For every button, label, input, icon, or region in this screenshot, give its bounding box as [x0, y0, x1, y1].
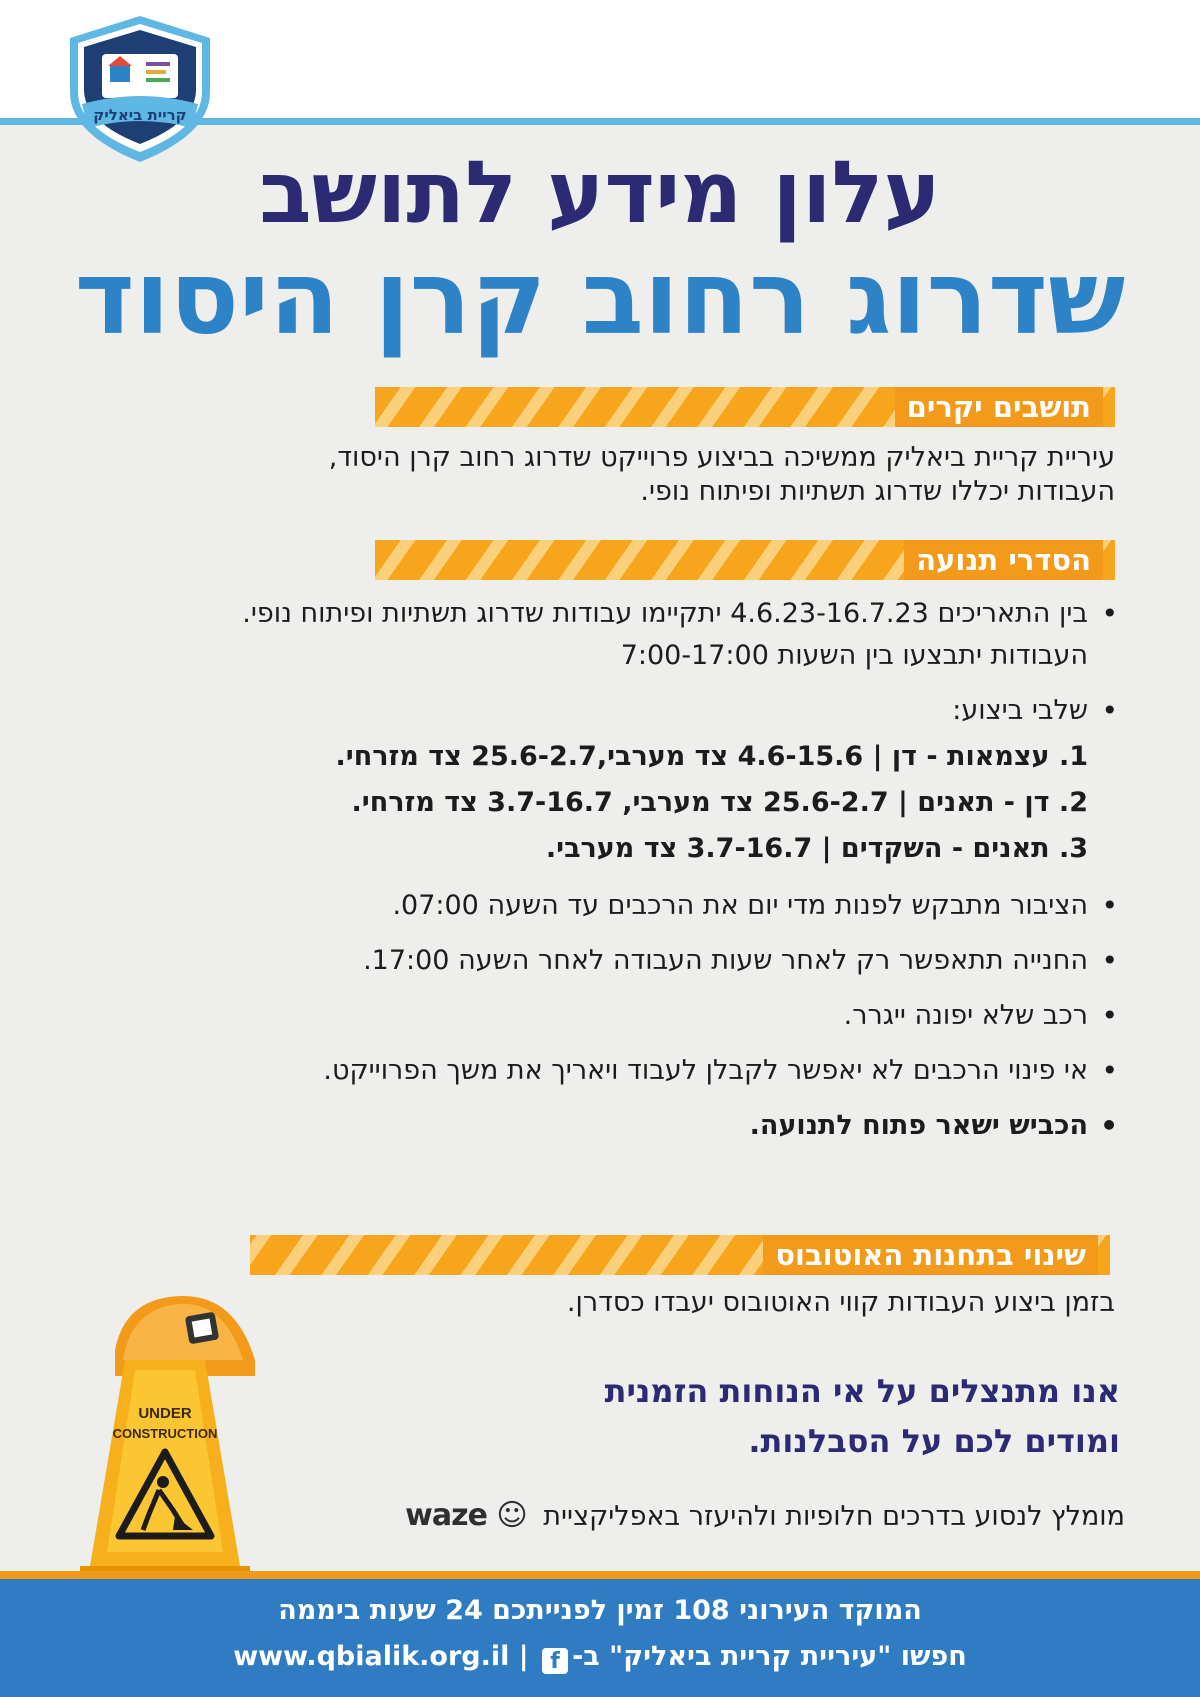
residents-line-1: עיריית קריית ביאליק ממשיכה בביצוע פרוייקט שדרוג רחוב קרן היסוד,	[328, 442, 1115, 473]
list-item	[70, 940, 1120, 982]
bullet-text: אי פינוי הרכבים לא יאפשר לקבלן לעבוד ויאריך את משך הפרוייקט.	[323, 1055, 1088, 1086]
under-construction-sign-icon	[65, 1290, 260, 1580]
section-heading-traffic: הסדרי תנועה	[904, 540, 1103, 580]
bullet-icon: •	[1101, 889, 1118, 922]
bullet-icon: •	[1101, 944, 1118, 977]
phase-item: 3. תאנים - השקדים | 3.7-16.7 צד מערבי.	[545, 833, 1088, 864]
section-heading-residents: תושבים יקרים	[895, 387, 1103, 427]
footer	[0, 1579, 1200, 1697]
phases-list	[70, 734, 1088, 872]
list-item	[70, 1105, 1120, 1147]
bullet-icon: •	[1101, 597, 1118, 630]
page-title: עלון מידע לתושב	[259, 143, 941, 243]
apology-line-1: אנו מתנצלים על אי הנוחות הזמנית	[604, 1372, 1120, 1410]
facebook-icon[interactable]: f	[542, 1648, 568, 1674]
phase-item: 1. עצמאות - דן | 4.6-15.6 צד מערבי,25.6-2.7 צד מזרחי.	[335, 741, 1088, 772]
phases-label: שלבי ביצוע:	[952, 695, 1088, 726]
bullet-icon: •	[1100, 1109, 1118, 1142]
bullet-icon: •	[1101, 999, 1118, 1032]
sign-text-line-2: CONSTRUCTION	[112, 1426, 218, 1441]
page-subtitle: שדרוג רחוב קרן היסוד	[74, 239, 1126, 358]
bullet-icon: •	[1101, 694, 1118, 727]
waze-text: מומלץ לנסוע בדרכים חלופיות ולהיעזר באפליקציית	[543, 1501, 1125, 1532]
phase-item: 2. דן - תאנים | 25.6-2.7 צד מערבי, 3.7-16.7 צד מזרחי.	[351, 787, 1088, 818]
apology-line-2: ומודים לכם על הסבלנות.	[748, 1422, 1120, 1460]
list-item	[70, 1050, 1120, 1092]
sign-text-line-1: UNDER	[138, 1405, 192, 1422]
section-banner-bus	[250, 1235, 1110, 1275]
waze-recommendation	[397, 1497, 1125, 1536]
footer-separator: |	[518, 1641, 529, 1672]
bullet-text-bold: הכביש ישאר פתוח לתנועה.	[749, 1110, 1088, 1141]
bullet-text: החנייה תתאפשר רק לאחר שעות העבודה לאחר השעה 17:00.	[363, 945, 1088, 976]
dates-line: בין התאריכים 4.6.23-16.7.23 יתקיימו עבודות שדרוג תשתיות ופיתוח נופי.	[242, 598, 1088, 629]
list-item	[70, 885, 1120, 927]
apology-text	[605, 1366, 1120, 1466]
bus-paragraph: בזמן ביצוע העבודות קווי האוטובוס יעבדו כסדרן.	[566, 1287, 1115, 1318]
section-banner-residents	[375, 387, 1115, 427]
section-heading-bus: שינוי בתחנות האוטובוס	[763, 1235, 1098, 1275]
bullet-text: הציבור מתבקש לפנות מדי יום את הרכבים עד השעה 07:00.	[392, 890, 1088, 921]
list-item	[70, 690, 1120, 872]
hours-line: העבודות יתבצעו בין השעות 7:00-17:00	[620, 640, 1088, 671]
facebook-search-text: חפשו "עיריית קריית ביאליק" ב-	[572, 1641, 967, 1672]
residents-paragraph	[329, 441, 1115, 509]
bullet-icon: •	[1101, 1054, 1118, 1087]
list-item	[70, 593, 1120, 677]
section-banner-traffic	[375, 540, 1115, 580]
logo-text: קריית ביאליק	[93, 106, 187, 124]
waze-logo-text: waze	[405, 1498, 487, 1533]
website-link[interactable]: www.qbialik.org.il	[233, 1641, 510, 1672]
residents-line-2: העבודות יכללו שדרוג תשתיות ופיתוח נופי.	[640, 476, 1115, 507]
list-item	[70, 995, 1120, 1037]
bullet-text: רכב שלא יפונה ייגרר.	[843, 1000, 1088, 1031]
hotline-text: המוקד העירוני 108 זמין לפנייתכם 24 שעות ביממה	[278, 1595, 922, 1626]
footer-accent-line	[0, 1571, 1200, 1579]
waze-smiley-icon: ☺	[496, 1498, 527, 1533]
city-logo	[60, 12, 220, 167]
footer-links-line	[0, 1641, 1200, 1674]
waze-logo	[405, 1497, 527, 1535]
traffic-bullet-list	[70, 593, 1120, 1160]
